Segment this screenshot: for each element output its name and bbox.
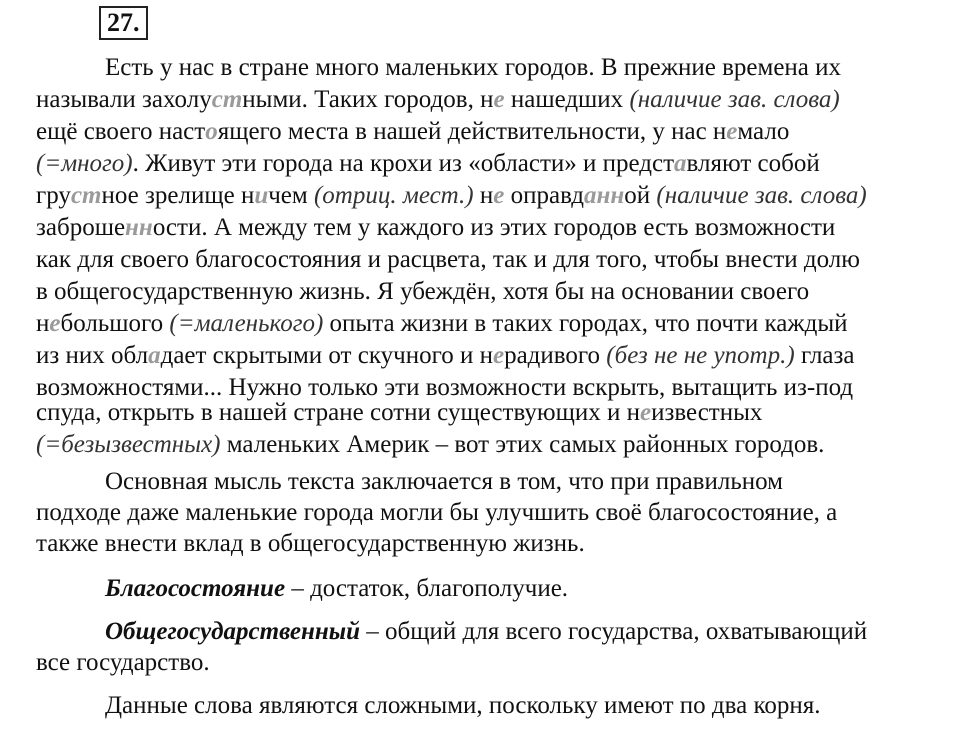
text-segment: оправд: [504, 182, 585, 209]
grammar-note: (без не не употр.): [606, 342, 795, 369]
conclusion: Данные слова являются сложными, поскольку имеют по два корня.: [105, 692, 821, 719]
highlighted-letters: ст: [70, 182, 102, 209]
text-segment: . Живут эти города на крохи из «области» и предст: [132, 150, 675, 177]
text-segment: Есть у нас в стране много маленьких городов. В прежние времена их: [105, 54, 842, 81]
exercise-number: 27.: [99, 6, 148, 40]
grammar-note: (отриц. мест.): [313, 182, 474, 209]
summary-line-2: подходе даже маленькие города могли бы улучшить своё благосостояние, а: [36, 499, 838, 526]
text-line: [36, 276, 809, 308]
text-segment: н: [473, 182, 494, 209]
definition-term: Общегосударственный: [105, 618, 361, 645]
text-segment: называли захолу: [36, 86, 212, 113]
text-segment: маленьких Америк – вот этих самых районных городов.: [220, 431, 825, 458]
highlighted-letters: о: [205, 118, 218, 145]
text-segment: заброше: [36, 214, 126, 241]
text-segment: как для своего благосостояния и расцвета, так и для того, чтобы внести долю: [36, 246, 860, 273]
grammar-note: (=много): [36, 150, 133, 177]
text-line: [36, 84, 840, 116]
text-line: [36, 308, 848, 340]
text-line: [36, 429, 824, 461]
highlighted-letters: е: [493, 86, 505, 113]
text-line: [36, 116, 789, 148]
text-line: [36, 397, 762, 429]
highlighted-letters: а: [148, 342, 161, 369]
highlighted-letters: и: [254, 182, 269, 209]
text-segment: возможностями... Нужно только эти возможности вскрыть, вытащить из-под: [36, 374, 854, 401]
definition-text: – достаток, благополучие.: [285, 575, 569, 602]
text-segment: опыта жизни в таких городах, что почти каждый: [323, 310, 848, 337]
definition-1: [105, 573, 568, 605]
text-segment: гру: [36, 182, 71, 209]
text-segment: ящего места в нашей действительности, у нас н: [217, 118, 727, 145]
text-segment: ещё своего наст: [36, 118, 206, 145]
text-line: [36, 244, 860, 276]
highlighted-letters: анн: [584, 182, 625, 209]
highlighted-letters: е: [726, 118, 738, 145]
text-segment: н: [36, 310, 50, 337]
grammar-note: (=маленького): [169, 310, 324, 337]
grammar-note: (наличие зав. слова): [629, 86, 840, 113]
text-segment: дает скрытыми от скучного и н: [160, 342, 493, 369]
text-segment: известных: [651, 399, 763, 426]
text-segment: радивого: [504, 342, 607, 369]
highlighted-letters: ст: [211, 86, 243, 113]
text-segment: вляют собой: [686, 150, 820, 177]
text-segment: из них обл: [36, 342, 149, 369]
definition-term: Благосостояние: [105, 575, 286, 602]
text-segment: спуда, открыть в нашей стране сотни существующих и н: [36, 399, 640, 426]
text-segment: в общегосударственную жизнь. Я убеждён, хотя бы на основании своего: [36, 278, 810, 305]
text-line: [36, 148, 820, 180]
definition-2-cont: все государство.: [36, 649, 210, 676]
summary-line-3: также внести вклад в общегосударственную жизнь.: [36, 530, 585, 557]
highlighted-letters: е: [493, 182, 505, 209]
definition-text: – общий для всего государства, охватывающий: [360, 618, 868, 645]
text-segment: ными. Таких городов, н: [242, 86, 494, 113]
text-line: [36, 340, 854, 372]
definition-2: [105, 616, 867, 648]
highlighted-letters: е: [639, 399, 652, 426]
grammar-note: (наличие зав. слова): [656, 182, 867, 209]
text-line: [105, 52, 841, 84]
text-segment: большого: [60, 310, 170, 337]
highlighted-letters: е: [49, 310, 61, 337]
highlighted-letters: е: [492, 342, 505, 369]
text-segment: ой: [624, 182, 657, 209]
text-segment: нашедших: [504, 86, 630, 113]
text-segment: глаза: [794, 342, 855, 369]
highlighted-letters: а: [674, 150, 687, 177]
text-segment: ное зрелище н: [101, 182, 255, 209]
highlighted-letters: нн: [125, 214, 153, 241]
summary-line-1: Основная мысль текста заключается в том, что при правильном: [105, 468, 783, 495]
text-line: [36, 180, 867, 212]
grammar-note: (=безызвестных): [36, 431, 221, 458]
text-line: [36, 212, 835, 244]
text-segment: ости. А между тем у каждого из этих городов есть возможности: [152, 214, 836, 241]
text-segment: мало: [737, 118, 790, 145]
text-segment: чем: [268, 182, 314, 209]
